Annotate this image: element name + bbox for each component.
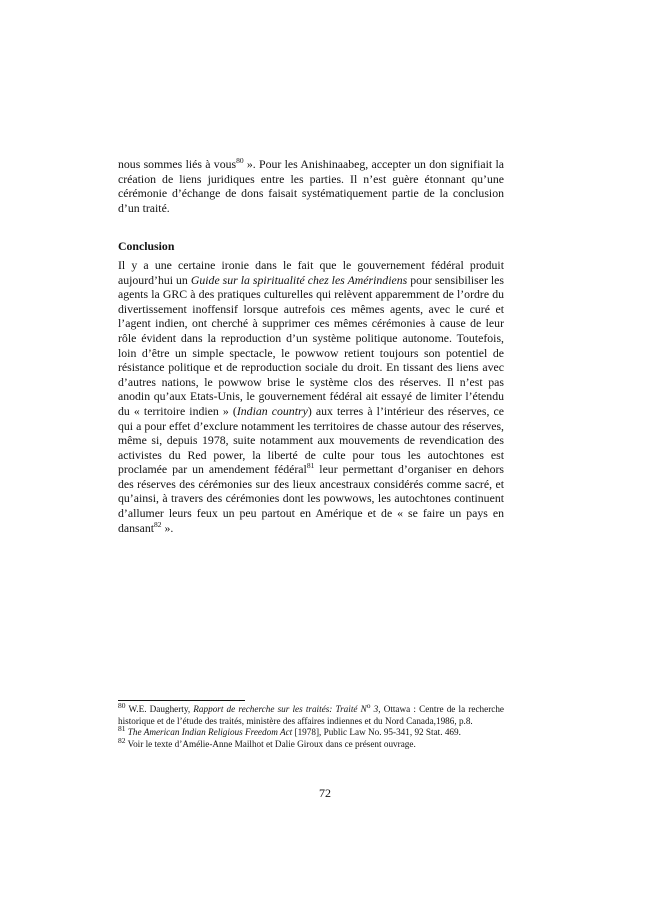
footnote-81: $^{81}$ The American Indian Religious Freedom Act [1978], Public Law No. 95-341, 92 Stat. 469. (118, 724, 461, 738)
section-heading: Conclusion (118, 239, 175, 254)
page-number: 72 (319, 786, 331, 800)
footnotes (118, 700, 505, 750)
opening-paragraph: nous sommes liés à vous$^{80}$ ». Pour les Anishinaabeg, accepter un don signifiait la création de liens juridiques entre les parties. Il n’est guère étonnant qu’une cérémonie d’échange de dons faisait systématiquement partie de la conclusion d’un traité. (118, 156, 504, 215)
footnote-ref-81[interactable]: 81 (306, 461, 315, 471)
footnote-82: $^{82}$ Voir le texte d’Amélie-Anne Mailhot et Dalie Giroux dans ce présent ouvrage. (118, 735, 416, 749)
footnote-ref-80[interactable]: 80 (236, 156, 244, 166)
footnote-80: $^{80}$ W.E. Daugherty, Rapport de recherche sur les traités: Traité $N^o$ 3, Ottawa : Centre de la recherche historique et de l’étude des traités, ministère des affaires indiennes et du Nord Canada,1986, p.8. (118, 700, 505, 726)
footnote-ref-82[interactable]: 82 (154, 519, 162, 529)
conclusion-paragraph: Il y a une certaine ironie dans le fait que le gouvernement fédéral produit aujourd’hui un Guide sur la spiritualité chez les Amérindiens pour sensibiliser les agents la GRC à des pratiques culturelles qui relèvent apparemment de l’ordre du divertissement inoffensif lorsque autrefois ces mêmes agents, avec le curé et l’agent indien, ont cherché à supprimer ces mêmes cérémonies à cause de leur rôle évident dans la reproduction d’un système politique autonome. Toutefois, loin d’être un simple spectacle, le powwow retient toujours son potentiel de résistance politique et de reproduction sociale du droit. En tissant des liens avec d’autres nations, le powwow brise le système clos des réserves. Il n’est pas anodin qu’aux Etats-Unis, le gouvernement fédéral ait essayé de limiter l’étendu du « territoire indien » (Indian country) aux terres à l’intérieur des réserves, ce qui a pour effet d’exclure notamment les territoires de chasse autour des réserves, même si, depuis 1978, suite notamment aux mouvements de revendication des activistes du Red power, la liberté de culte pour tous les autochtones est proclamée par un amendement fédéral$^{81}$ leur permettant d’organiser en dehors des réserves des cérémonies sur des lieux ancestraux considérés comme sacré, et qu’ainsi, à travers des cérémonies dont les powwows, les autochtones continuent d’allumer leurs feux un peu partout en Amérique et de « se faire un pays en dansant$^{82}$ ». (118, 257, 505, 535)
footnote-separator (118, 700, 245, 701)
main-text (118, 157, 504, 535)
